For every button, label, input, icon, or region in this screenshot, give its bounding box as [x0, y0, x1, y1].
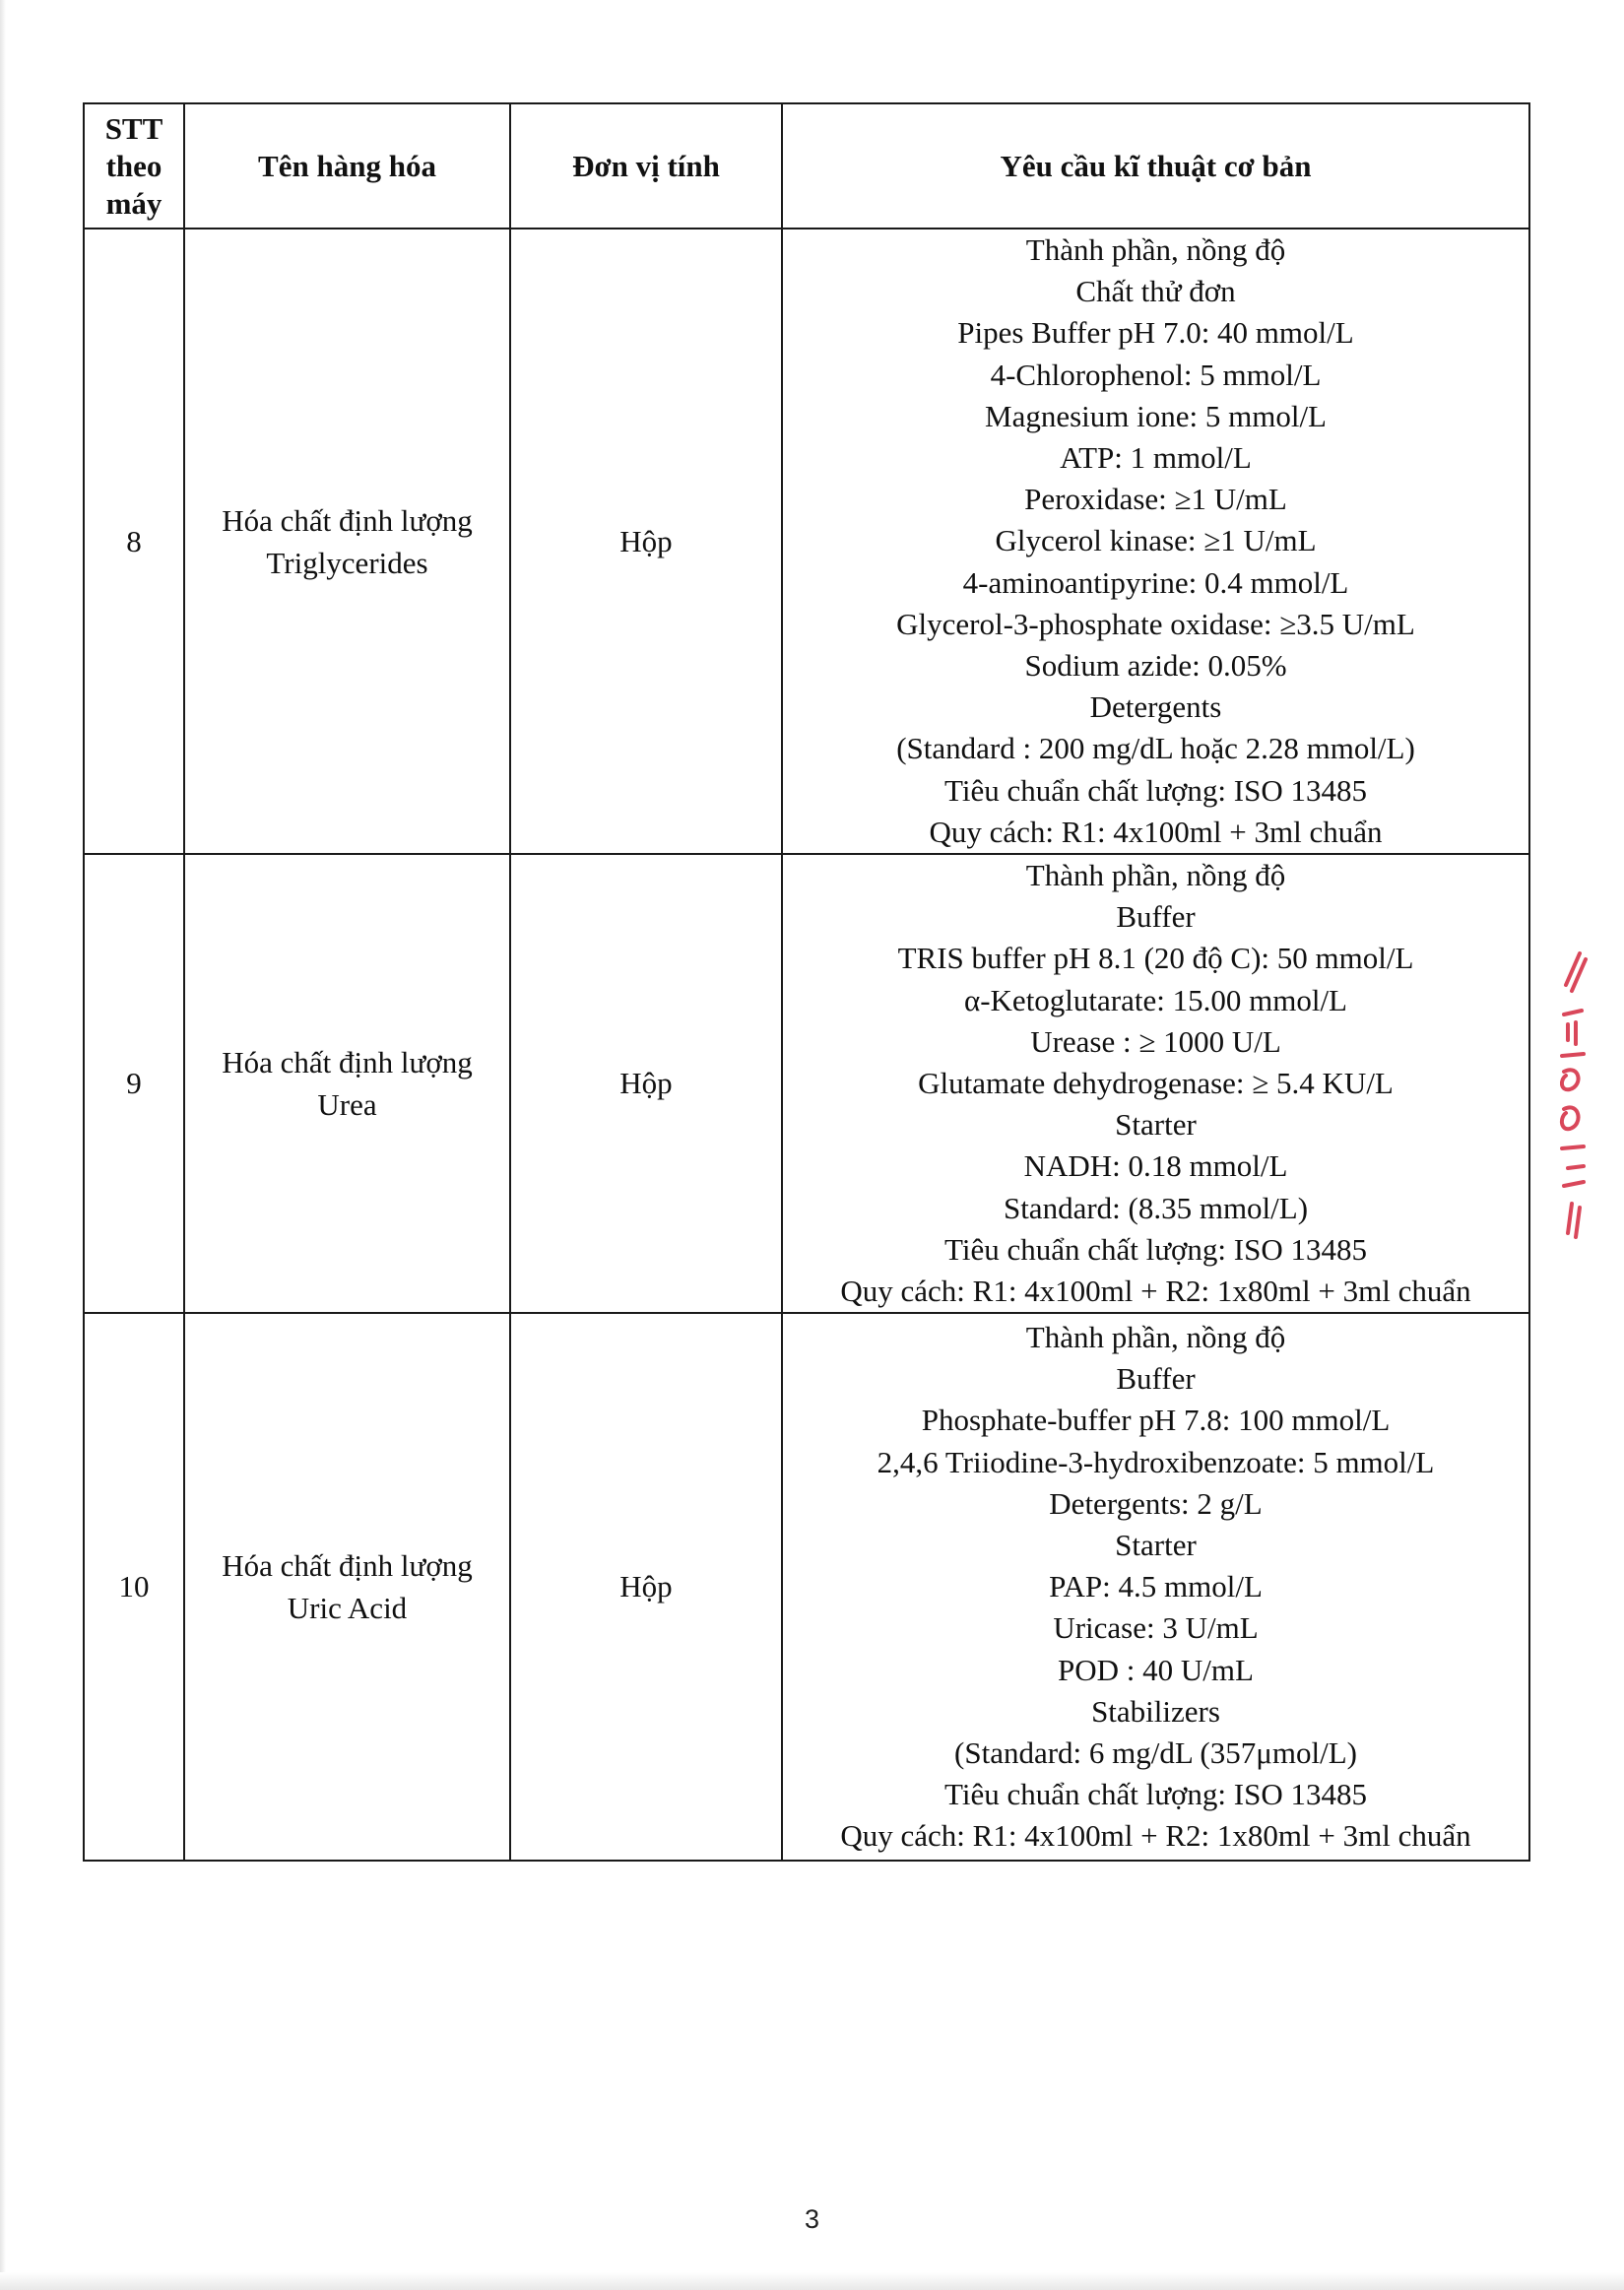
spec-line: Detergents: [1089, 689, 1222, 725]
spec-line: ATP: 1 mmol/L: [1060, 440, 1252, 476]
spec-line: 2,4,6 Triiodine-3-hydroxibenzoate: 5 mmol/L: [877, 1444, 1435, 1479]
spec-line: Glycerol kinase: ≥1 U/mL: [995, 523, 1317, 558]
spec-line: POD : 40 U/mL: [1058, 1652, 1254, 1687]
spec-line: Detergents: 2 g/L: [1049, 1485, 1263, 1521]
row-specification: [782, 229, 1529, 854]
header-stt-line: theo: [105, 148, 162, 183]
spec-line: Glutamate dehydrogenase: ≥ 5.4 KU/L: [918, 1066, 1394, 1101]
spec-line: Starter: [1115, 1527, 1197, 1562]
header-stt-line: máy: [105, 185, 162, 221]
spec-line: 4-Chlorophenol: 5 mmol/L: [990, 357, 1322, 392]
table-row: [84, 229, 1529, 854]
spec-line: TRIS buffer pH 8.1 (20 độ C): 50 mmol/L: [897, 941, 1414, 976]
spec-line: Urease : ≥ 1000 U/L: [1030, 1023, 1281, 1059]
spec-line: Thành phần, nồng độ: [1025, 1319, 1286, 1354]
spec-line: 4-aminoantipyrine: 0.4 mmol/L: [962, 564, 1349, 600]
scan-bottom-shadow: [0, 2272, 1624, 2290]
spec-line: Tiêu chuẩn chất lượng: ISO 13485: [944, 1777, 1367, 1812]
spec-line: (Standard: 6 mg/dL (357μmol/L): [954, 1734, 1357, 1770]
spec-line: Uricase: 3 U/mL: [1053, 1610, 1259, 1646]
header-row: [84, 103, 1529, 229]
row-stt: 10: [84, 1313, 184, 1861]
row-unit: Hộp: [510, 1313, 782, 1861]
red-stamp-mark: [1550, 946, 1595, 1241]
row-unit: Hộp: [510, 229, 782, 854]
row-stt: 8: [84, 229, 184, 854]
scan-edge-shadow: [0, 0, 6, 2290]
product-name-line: Triglycerides: [266, 545, 428, 580]
product-name-line: Hóa chất định lượng: [222, 1045, 473, 1080]
row-product-name: [184, 1313, 510, 1861]
spec-line: Starter: [1115, 1107, 1197, 1143]
spec-line: Tiêu chuẩn chất lượng: ISO 13485: [944, 1231, 1367, 1267]
spec-line: Peroxidase: ≥1 U/mL: [1024, 482, 1287, 517]
header-stt-line: STT: [104, 110, 163, 146]
spec-line: Magnesium ione: 5 mmol/L: [985, 398, 1327, 433]
header-product-name: Tên hàng hóa: [184, 103, 510, 229]
spec-line: Quy cách: R1: 4x100ml + R2: 1x80ml + 3ml chuẩn: [840, 1818, 1471, 1854]
table-row: [84, 854, 1529, 1313]
spec-line: Buffer: [1116, 1361, 1196, 1397]
spec-line: NADH: 0.18 mmol/L: [1023, 1148, 1288, 1184]
spec-line: Chất thử đơn: [1075, 274, 1236, 309]
product-name-line: Hóa chất định lượng: [222, 502, 473, 538]
table-row: [84, 1313, 1529, 1861]
row-specification: [782, 854, 1529, 1313]
spec-line: Phosphate-buffer pH 7.8: 100 mmol/L: [921, 1403, 1391, 1438]
spec-line: (Standard : 200 mg/dL hoặc 2.28 mmol/L): [896, 731, 1415, 766]
spec-line: Sodium azide: 0.05%: [1024, 648, 1287, 684]
product-name-line: Uric Acid: [287, 1591, 408, 1626]
spec-line: Quy cách: R1: 4x100ml + R2: 1x80ml + 3ml chuẩn: [840, 1274, 1471, 1309]
header-specification: Yêu cầu kĩ thuật cơ bản: [782, 103, 1529, 229]
row-unit: Hộp: [510, 854, 782, 1313]
row-product-name: [184, 854, 510, 1313]
spec-line: Thành phần, nồng độ: [1025, 858, 1286, 893]
spec-table: [83, 102, 1530, 1862]
spec-line: α-Ketoglutarate: 15.00 mmol/L: [963, 982, 1347, 1017]
spec-line: Stabilizers: [1091, 1693, 1220, 1729]
spec-line: PAP: 4.5 mmol/L: [1049, 1569, 1263, 1604]
header-unit: Đơn vị tính: [510, 103, 782, 229]
row-product-name: [184, 229, 510, 854]
product-name-line: Urea: [317, 1087, 377, 1123]
row-specification: [782, 1313, 1529, 1861]
spec-line: Buffer: [1116, 899, 1196, 935]
spec-line: Glycerol-3-phosphate oxidase: ≥3.5 U/mL: [896, 606, 1415, 641]
page-number: 3: [804, 2204, 820, 2234]
product-name-line: Hóa chất định lượng: [222, 1548, 473, 1584]
spec-line: Thành phần, nồng độ: [1025, 232, 1286, 267]
row-stt: 9: [84, 854, 184, 1313]
spec-line: Quy cách: R1: 4x100ml + 3ml chuẩn: [929, 814, 1383, 849]
spec-line: Pipes Buffer pH 7.0: 40 mmol/L: [957, 315, 1354, 351]
spec-line: Tiêu chuẩn chất lượng: ISO 13485: [944, 772, 1367, 808]
spec-line: Standard: (8.35 mmol/L): [1003, 1190, 1309, 1225]
header-stt: [84, 103, 184, 229]
